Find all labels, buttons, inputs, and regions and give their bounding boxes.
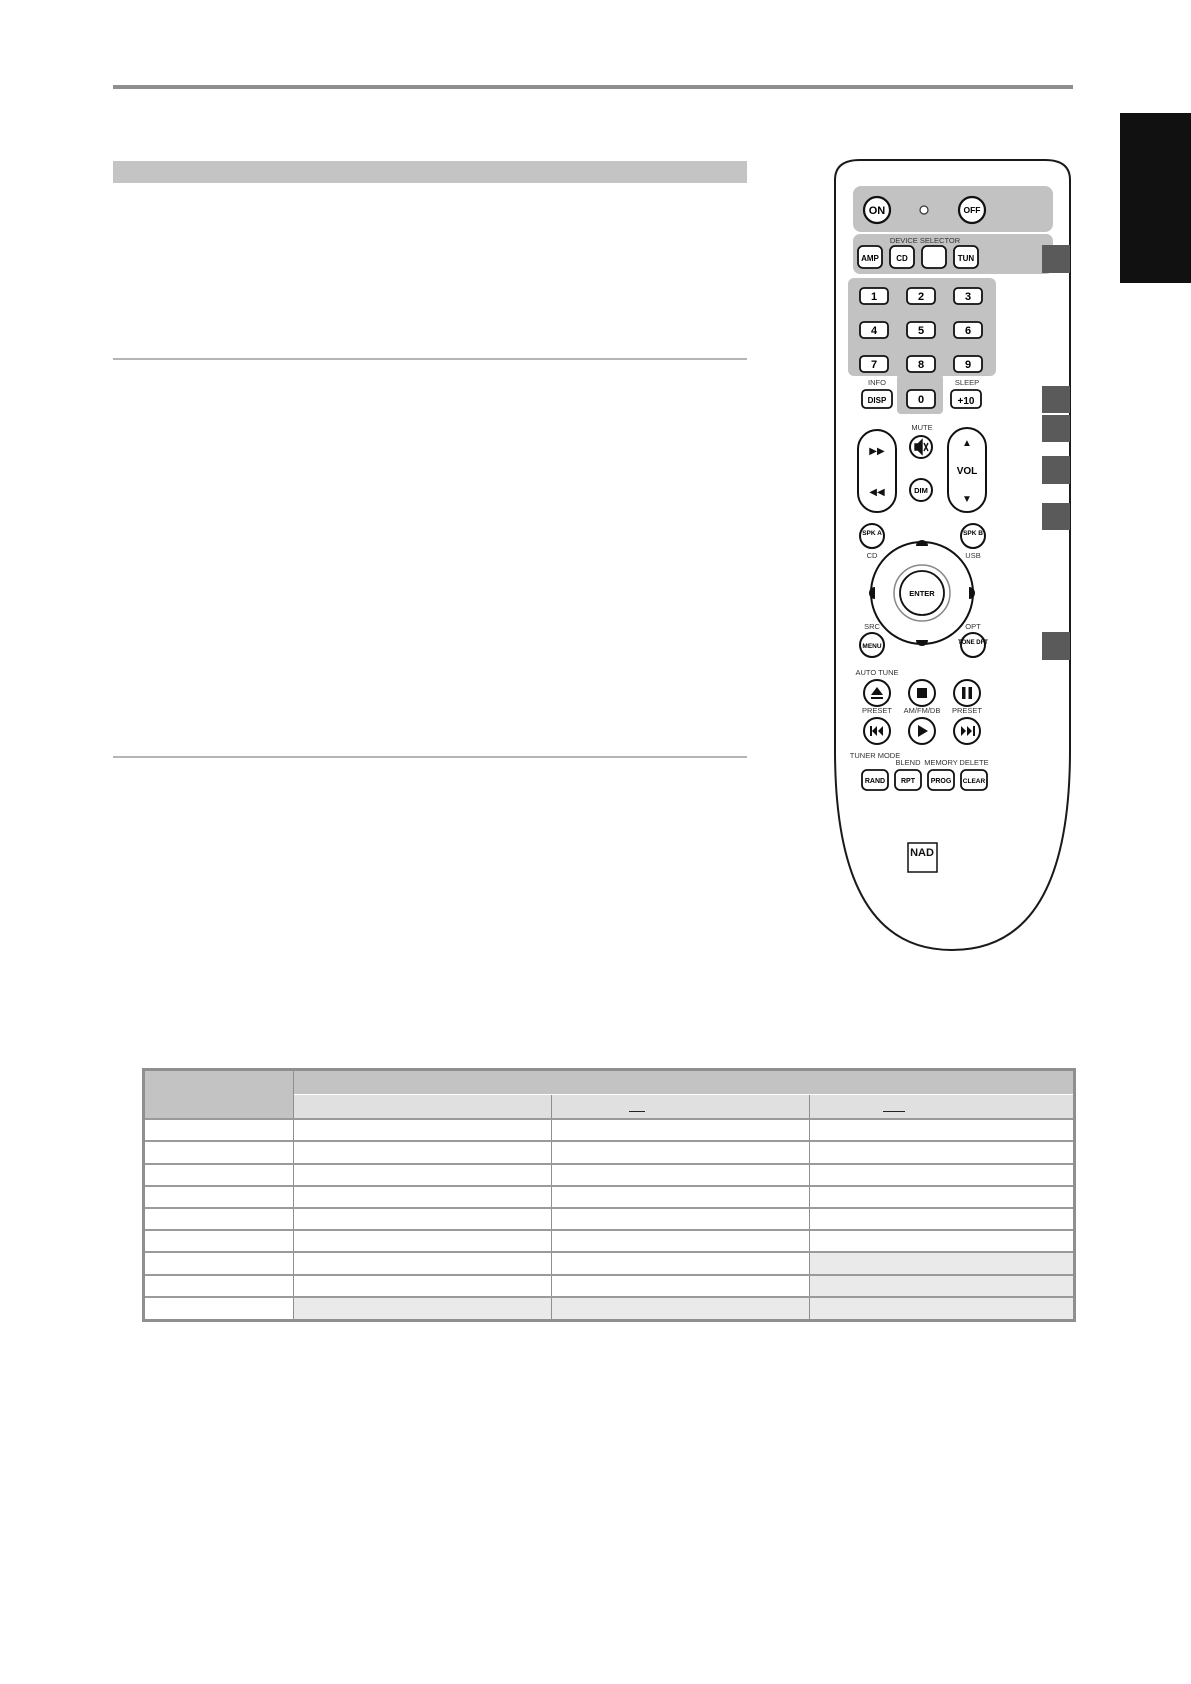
rpt-button[interactable]: RPT <box>901 778 915 785</box>
number-button-9[interactable]: 9 <box>964 359 972 371</box>
callout-box-tone <box>1042 632 1070 660</box>
number-button-3[interactable]: 3 <box>964 291 972 303</box>
table-header-sub <box>294 1095 1073 1118</box>
stop-icon[interactable] <box>917 688 927 698</box>
table-header-top <box>294 1071 1073 1094</box>
callout-box-dim <box>1042 415 1070 442</box>
prog-button[interactable]: PROG <box>930 778 952 785</box>
number-button-6[interactable]: 6 <box>964 325 972 337</box>
section-divider-2 <box>113 756 747 758</box>
disp-button[interactable]: DISP <box>867 396 887 405</box>
top-rule <box>113 85 1073 89</box>
tun-button[interactable]: TUN <box>957 254 975 263</box>
blank-device-button[interactable] <box>922 246 946 268</box>
header-underline-mark <box>883 1111 905 1112</box>
volume-up-icon[interactable]: ▲ <box>962 438 972 449</box>
spk-b-button[interactable]: SPK B <box>963 530 983 537</box>
menu-button[interactable]: MENU <box>862 643 882 650</box>
nad-logo: NAD <box>910 847 934 859</box>
header-underline-mark <box>629 1111 645 1112</box>
fast-forward-icon[interactable]: ▶▶ <box>869 446 885 457</box>
blend-label: BLEND <box>895 758 921 767</box>
amp-button[interactable]: AMP <box>861 254 879 263</box>
plus10-button[interactable]: +10 <box>957 396 975 407</box>
opt-label: OPT <box>965 622 981 631</box>
language-side-tab <box>1120 113 1191 283</box>
off-button[interactable]: OFF <box>963 205 981 215</box>
volume-down-icon[interactable]: ▼ <box>962 494 972 505</box>
info-label: INFO <box>868 378 886 387</box>
auto-tune-label: AUTO TUNE <box>855 668 899 677</box>
spk-a-button[interactable]: SPK A <box>862 530 882 537</box>
clear-button[interactable]: CLEAR <box>962 778 986 785</box>
preset-right-label: PRESET <box>951 706 983 715</box>
reference-table <box>142 1068 1076 1322</box>
number-button-0[interactable]: 0 <box>917 394 925 406</box>
cd-source-label: CD <box>866 551 878 560</box>
device-selector-label: DEVICE SELECTOR <box>889 236 961 245</box>
callout-box-volume <box>1042 456 1070 484</box>
tuner-mode-label: TUNER MODE <box>849 751 901 760</box>
callout-box-sleep <box>1042 386 1070 413</box>
preset-left-label: PRESET <box>861 706 893 715</box>
tone-dft-button[interactable]: TONE DFT <box>958 640 988 646</box>
am-fm-db-label: AM/FM/DB <box>903 706 941 715</box>
cd-button[interactable]: CD <box>896 254 908 263</box>
number-button-5[interactable]: 5 <box>917 325 925 337</box>
number-button-8[interactable]: 8 <box>917 359 925 371</box>
remote-control-illustration <box>820 150 1120 970</box>
vol-label: VOL <box>956 466 978 477</box>
rewind-icon[interactable]: ◀◀ <box>869 487 885 498</box>
callout-box-device-selector <box>1042 245 1070 273</box>
src-label: SRC <box>864 622 880 631</box>
dim-button[interactable]: DIM <box>914 486 928 495</box>
on-button[interactable]: ON <box>868 205 886 217</box>
sleep-label: SLEEP <box>954 378 980 387</box>
number-button-2[interactable]: 2 <box>917 291 925 303</box>
section-divider-1 <box>113 358 747 360</box>
table-header-left <box>145 1071 294 1118</box>
memory-label: MEMORY <box>924 758 958 767</box>
callout-box-speaker <box>1042 503 1070 530</box>
number-button-7[interactable]: 7 <box>870 359 878 371</box>
number-button-4[interactable]: 4 <box>870 325 878 337</box>
number-button-1[interactable]: 1 <box>870 291 878 303</box>
rand-button[interactable]: RAND <box>864 778 886 785</box>
enter-button[interactable]: ENTER <box>909 589 935 598</box>
usb-source-label: USB <box>965 551 981 560</box>
section-heading-bar <box>113 161 747 183</box>
delete-label: DELETE <box>959 758 989 767</box>
mute-label: MUTE <box>911 423 933 432</box>
table-shaded-row <box>294 1296 1073 1319</box>
